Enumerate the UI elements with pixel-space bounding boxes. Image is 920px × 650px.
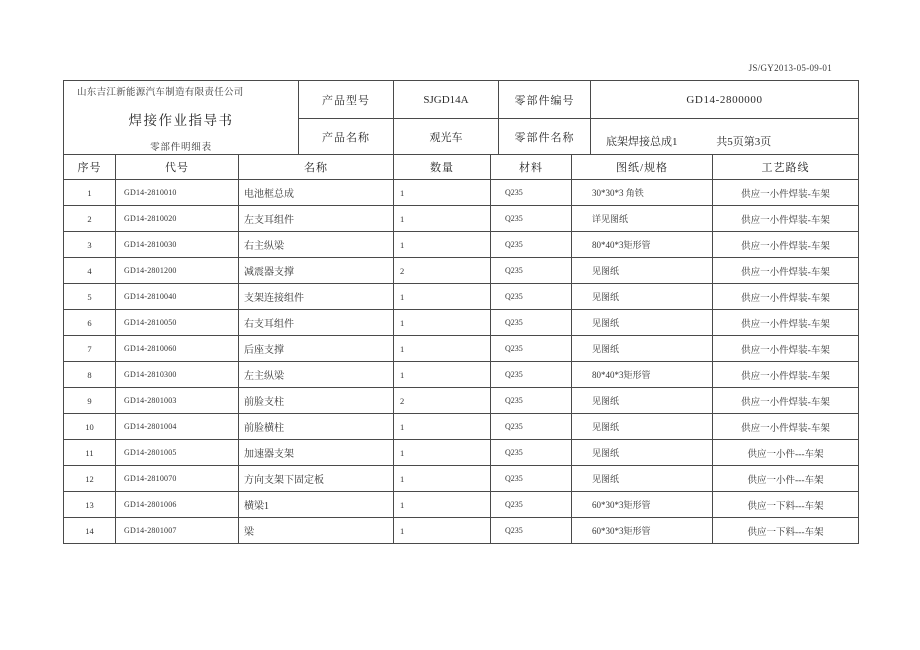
cell-spec: 见图纸: [572, 414, 713, 440]
table-row: [64, 388, 859, 414]
cell-index: 11: [64, 440, 116, 466]
cell-spec: 见图纸: [572, 336, 713, 362]
cell-name: 减震器支撑: [239, 258, 394, 284]
cell-code: GD14-2810050: [116, 310, 239, 336]
col-header-qty: 数量: [394, 155, 491, 180]
cell-name: 横梁1: [239, 492, 394, 518]
cell-material: Q235: [491, 518, 572, 544]
cell-index: 14: [64, 518, 116, 544]
doc-number: JS/GY2013-05-09-01: [748, 63, 832, 73]
cell-code: GD14-2810300: [116, 362, 239, 388]
cell-code: GD14-2801004: [116, 414, 239, 440]
title-cell: [64, 81, 299, 156]
cell-material: Q235: [491, 492, 572, 518]
part-name-value: 底架焊接总成1: [606, 136, 678, 148]
cell-qty: 2: [394, 388, 491, 414]
cell-name: 梁: [239, 518, 394, 544]
cell-route: 供应一下料---车架: [713, 492, 859, 518]
cell-qty: 1: [394, 440, 491, 466]
product-model-value: SJGD14A: [394, 81, 499, 119]
cell-spec: 见图纸: [572, 466, 713, 492]
cell-route: 供应一小件焊装-车架: [713, 284, 859, 310]
cell-code: GD14-2801200: [116, 258, 239, 284]
cell-route: 供应一小件---车架: [713, 466, 859, 492]
company-name: 山东吉江新能源汽车制造有限责任公司: [77, 88, 244, 98]
cell-index: 1: [64, 180, 116, 206]
cell-code: GD14-2801003: [116, 388, 239, 414]
cell-material: Q235: [491, 284, 572, 310]
col-header-index: 序号: [64, 155, 116, 180]
document-subtitle: 零部件明细表: [150, 143, 212, 153]
cell-qty: 1: [394, 310, 491, 336]
cell-qty: 1: [394, 284, 491, 310]
cell-index: 6: [64, 310, 116, 336]
cell-qty: 1: [394, 492, 491, 518]
cell-spec: 60*30*3矩形管: [572, 492, 713, 518]
cell-index: 10: [64, 414, 116, 440]
table-row: [64, 310, 859, 336]
cell-material: Q235: [491, 414, 572, 440]
col-header-material: 材料: [491, 155, 572, 180]
col-header-code: 代号: [116, 155, 239, 180]
cell-material: Q235: [491, 258, 572, 284]
cell-name: 方向支架下固定板: [239, 466, 394, 492]
cell-material: Q235: [491, 466, 572, 492]
product-name-label: 产品名称: [299, 119, 394, 156]
part-number-label: 零部件编号: [499, 81, 591, 119]
cell-spec: 80*40*3矩形管: [572, 362, 713, 388]
cell-material: Q235: [491, 362, 572, 388]
cell-qty: 2: [394, 258, 491, 284]
cell-code: GD14-2810020: [116, 206, 239, 232]
cell-spec: 见图纸: [572, 258, 713, 284]
cell-code: GD14-2801006: [116, 492, 239, 518]
cell-spec: 60*30*3矩形管: [572, 518, 713, 544]
cell-route: 供应一小件焊装-车架: [713, 232, 859, 258]
cell-index: 12: [64, 466, 116, 492]
cell-name: 左支耳组件: [239, 206, 394, 232]
cell-spec: 见图纸: [572, 440, 713, 466]
table-row: [64, 180, 859, 206]
cell-spec: 见图纸: [572, 284, 713, 310]
cell-spec: 见图纸: [572, 310, 713, 336]
part-number-value: GD14-2800000: [591, 81, 859, 119]
cell-spec: 详见图纸: [572, 206, 713, 232]
cell-code: GD14-2810010: [116, 180, 239, 206]
cell-route: 供应一小件焊装-车架: [713, 258, 859, 284]
cell-route: 供应一下料---车架: [713, 518, 859, 544]
table-row: [64, 440, 859, 466]
table-row: [64, 518, 859, 544]
cell-code: GD14-2810030: [116, 232, 239, 258]
cell-code: GD14-2801005: [116, 440, 239, 466]
cell-index: 13: [64, 492, 116, 518]
cell-route: 供应一小件焊装-车架: [713, 310, 859, 336]
cell-name: 加速器支架: [239, 440, 394, 466]
cell-material: Q235: [491, 180, 572, 206]
table-row: [64, 284, 859, 310]
cell-code: GD14-2810070: [116, 466, 239, 492]
cell-index: 5: [64, 284, 116, 310]
table-row: [64, 466, 859, 492]
cell-index: 8: [64, 362, 116, 388]
parts-list-table: [63, 154, 859, 544]
cell-material: Q235: [491, 440, 572, 466]
col-header-route: 工艺路线: [713, 155, 859, 180]
header-block: [63, 80, 859, 156]
cell-index: 4: [64, 258, 116, 284]
cell-qty: 1: [394, 180, 491, 206]
document-title: 焊接作业指导书: [128, 112, 234, 128]
cell-name: 前脸横柱: [239, 414, 394, 440]
table-row: [64, 258, 859, 284]
cell-material: Q235: [491, 388, 572, 414]
cell-qty: 1: [394, 466, 491, 492]
cell-index: 2: [64, 206, 116, 232]
table-row: [64, 206, 859, 232]
cell-code: GD14-2801007: [116, 518, 239, 544]
cell-material: Q235: [491, 232, 572, 258]
cell-qty: 1: [394, 518, 491, 544]
cell-qty: 1: [394, 206, 491, 232]
cell-name: 支架连接组件: [239, 284, 394, 310]
page-indicator: 共5页第3页: [716, 136, 772, 148]
cell-name: 右主纵梁: [239, 232, 394, 258]
col-header-spec: 图纸/规格: [572, 155, 713, 180]
cell-index: 3: [64, 232, 116, 258]
cell-route: 供应一小件焊装-车架: [713, 180, 859, 206]
cell-index: 9: [64, 388, 116, 414]
cell-name: 前脸支柱: [239, 388, 394, 414]
cell-qty: 1: [394, 414, 491, 440]
cell-route: 供应一小件焊装-车架: [713, 388, 859, 414]
cell-route: 供应一小件焊装-车架: [713, 414, 859, 440]
table-row: [64, 414, 859, 440]
cell-name: 后座支撑: [239, 336, 394, 362]
product-name-value: 观光车: [394, 119, 499, 156]
cell-spec: 80*40*3矩形管: [572, 232, 713, 258]
table-row: [64, 232, 859, 258]
cell-qty: 1: [394, 362, 491, 388]
cell-qty: 1: [394, 336, 491, 362]
cell-route: 供应一小件焊装-车架: [713, 206, 859, 232]
cell-spec: 见图纸: [572, 388, 713, 414]
column-header-row: [64, 155, 859, 180]
cell-spec: 30*30*3 角铁: [572, 180, 713, 206]
cell-material: Q235: [491, 206, 572, 232]
col-header-name: 名称: [239, 155, 394, 180]
product-model-label: 产品型号: [299, 81, 394, 119]
table-row: [64, 492, 859, 518]
cell-route: 供应一小件---车架: [713, 440, 859, 466]
cell-code: GD14-2810040: [116, 284, 239, 310]
table-row: [64, 336, 859, 362]
cell-code: GD14-2810060: [116, 336, 239, 362]
cell-name: 电池框总成: [239, 180, 394, 206]
cell-name: 左主纵梁: [239, 362, 394, 388]
cell-material: Q235: [491, 336, 572, 362]
cell-index: 7: [64, 336, 116, 362]
cell-material: Q235: [491, 310, 572, 336]
cell-qty: 1: [394, 232, 491, 258]
cell-route: 供应一小件焊装-车架: [713, 336, 859, 362]
part-name-value-cell: [591, 119, 859, 156]
part-name-label: 零部件名称: [499, 119, 591, 156]
cell-name: 右支耳组件: [239, 310, 394, 336]
table-row: [64, 362, 859, 388]
cell-route: 供应一小件焊装-车架: [713, 362, 859, 388]
